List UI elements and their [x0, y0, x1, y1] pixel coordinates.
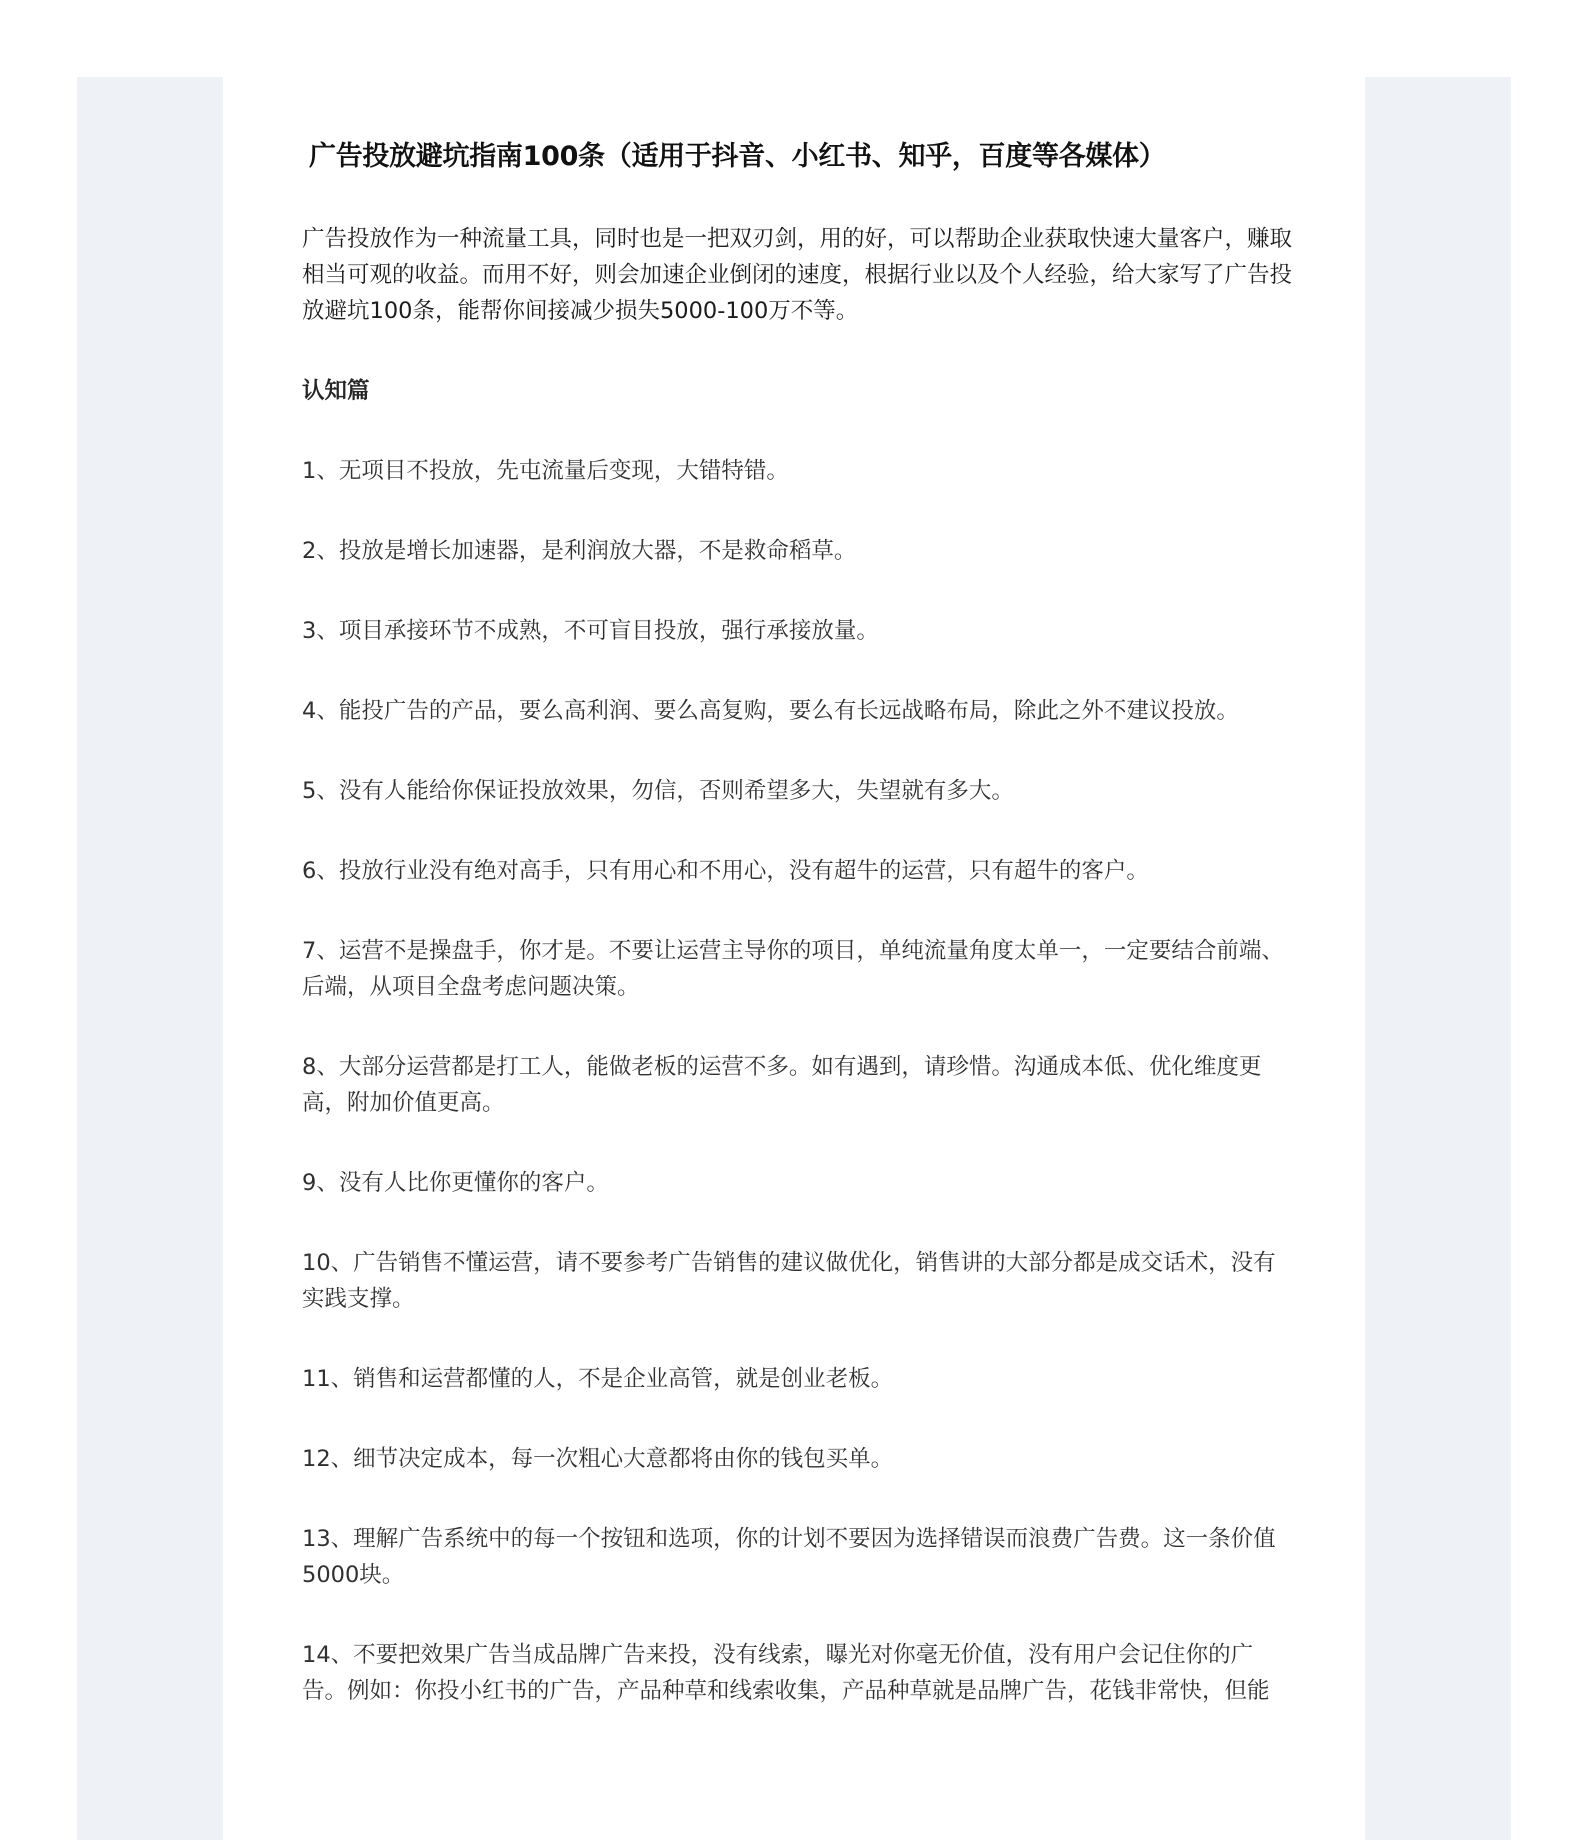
list-item: 6、投放行业没有绝对高手，只有用心和不用心，没有超牛的运营，只有超牛的客户。 — [302, 858, 1149, 884]
list-item: 10、广告销售不懂运营，请不要参考广告销售的建议做优化，销售讲的大部分都是成交话术，没有实践支撑。 — [302, 1250, 1276, 1312]
article-content — [302, 137, 1292, 1709]
list-item: 7、运营不是操盘手，你才是。不要让运营主导你的项目，单纯流量角度太单一，一定要结合前端、后端，从项目全盘考虑问题决策。 — [302, 938, 1284, 1000]
intro-paragraph: 广告投放作为一种流量工具，同时也是一把双刃剑，用的好，可以帮助企业获取快速大量客户，赚取相当可观的收益。而用不好，则会加速企业倒闭的速度，根据行业以及个人经验，给大家写了广告投放避坑100条，能帮你间接减少损失5000-100万不等。 — [302, 226, 1293, 324]
section-heading: 认知篇 — [302, 378, 370, 404]
list-item: 11、销售和运营都懂的人，不是企业高管，就是创业老板。 — [302, 1366, 894, 1392]
article-title: 广告投放避坑指南100条（适用于抖音、小红书、知乎，百度等各媒体） — [309, 141, 1166, 172]
list-item: 5、没有人能给你保证投放效果，勿信，否则希望多大，失望就有多大。 — [302, 778, 1014, 804]
list-item: 4、能投广告的产品，要么高利润、要么高复购，要么有长远战略布局，除此之外不建议投放。 — [302, 698, 1239, 724]
list-item: 3、项目承接环节不成熟，不可盲目投放，强行承接放量。 — [302, 618, 879, 644]
list-item: 14、不要把效果广告当成品牌广告来投，没有线索，曝光对你毫无价值，没有用户会记住你的广告。例如：你投小红书的广告，产品种草和线索收集，产品种草就是品牌广告，花钱非常快，但能 — [302, 1642, 1270, 1704]
list-item: 13、理解广告系统中的每一个按钮和选项，你的计划不要因为选择错误而浪费广告费。这一条价值5000块。 — [302, 1526, 1276, 1588]
list-item: 8、大部分运营都是打工人，能做老板的运营不多。如有遇到，请珍惜。沟通成本低、优化维度更高，附加价值更高。 — [302, 1054, 1262, 1116]
list-item: 2、投放是增长加速器，是利润放大器，不是救命稻草。 — [302, 538, 857, 564]
list-item: 12、细节决定成本，每一次粗心大意都将由你的钱包买单。 — [302, 1446, 894, 1472]
document-sheet — [223, 77, 1365, 1840]
list-item: 9、没有人比你更懂你的客户。 — [302, 1170, 609, 1196]
list-item: 1、无项目不投放，先屯流量后变现，大错特错。 — [302, 458, 789, 484]
